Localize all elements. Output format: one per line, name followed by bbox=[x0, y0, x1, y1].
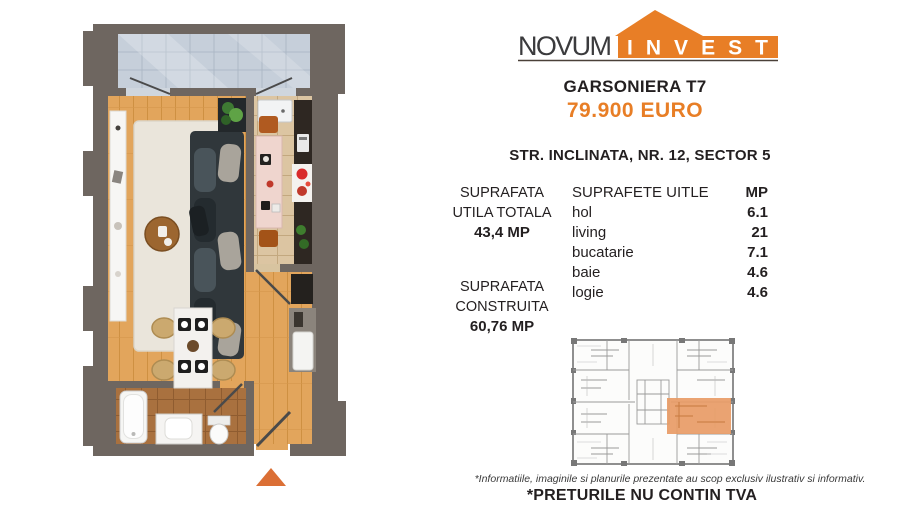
built-area-block bbox=[427, 277, 577, 337]
rooms-table-header bbox=[572, 183, 768, 203]
rooms-table-header-name: SUPRAFETE UITLE bbox=[572, 184, 709, 201]
usable-area-label-line2: UTILA TOTALA bbox=[452, 205, 552, 221]
tv-console bbox=[110, 111, 126, 321]
room-area: 4.6 bbox=[747, 284, 768, 301]
built-area-value: 60,76 MP bbox=[469, 318, 535, 335]
plant bbox=[218, 98, 246, 132]
washing-machine-niche bbox=[289, 308, 316, 372]
room-name: living bbox=[572, 224, 607, 241]
listing-title: GARSONIERA T7 bbox=[563, 77, 707, 96]
room-area: 6.1 bbox=[747, 204, 768, 221]
balcony-logie bbox=[118, 34, 310, 88]
building-floor-plan-thumbnail bbox=[567, 336, 739, 470]
roof-arrow-icon bbox=[615, 10, 703, 36]
room-name: hol bbox=[572, 204, 593, 221]
brand-name-left: NOVUM bbox=[518, 31, 614, 61]
fridge bbox=[291, 274, 313, 304]
disclaimer-note: *Informatiile, imaginile si planurile prezentate au scop exclusiv ilustrativ si informativ. bbox=[474, 473, 866, 485]
table-row bbox=[572, 243, 768, 263]
floor-plan-render bbox=[78, 16, 350, 494]
toilet bbox=[208, 416, 230, 444]
kitchen-counter bbox=[292, 100, 312, 264]
room-name: logie bbox=[572, 284, 604, 301]
rooms-table bbox=[572, 183, 768, 303]
bathroom-vanity bbox=[156, 414, 202, 444]
listing-price: 79.900 EURO bbox=[566, 99, 704, 122]
built-area-label-line1: SUPRAFATA bbox=[459, 279, 545, 295]
usable-area-block bbox=[427, 183, 577, 243]
rooms-table-header-unit: MP bbox=[745, 184, 768, 201]
vat-note: *PRETURILE NU CONTIN TVA bbox=[526, 487, 758, 504]
brand-name-right: INVEST bbox=[627, 36, 771, 60]
room-area: 7.1 bbox=[747, 244, 768, 261]
table-row bbox=[572, 223, 768, 243]
built-area-label-line2: CONSTRUITA bbox=[455, 299, 549, 315]
highlighted-unit bbox=[667, 398, 731, 434]
usable-area-label-line1: SUPRAFATA bbox=[459, 185, 545, 201]
room-area: 4.6 bbox=[747, 264, 768, 281]
logo-box bbox=[618, 36, 778, 58]
table-row bbox=[572, 283, 768, 303]
bathtub bbox=[120, 391, 147, 443]
table-row bbox=[572, 263, 768, 283]
listing-address: STR. INCLINATA, NR. 12, SECTOR 5 bbox=[509, 147, 771, 164]
entrance-marker-icon bbox=[256, 468, 286, 486]
room-name: bucatarie bbox=[572, 244, 634, 261]
room-area: 21 bbox=[751, 224, 768, 241]
brand-logo bbox=[505, 8, 790, 70]
kitchen-table-and-chairs bbox=[256, 116, 282, 247]
room-name: baie bbox=[572, 264, 601, 281]
coffee-table bbox=[145, 217, 179, 251]
usable-area-value: 43,4 MP bbox=[474, 224, 530, 241]
table-row bbox=[572, 203, 768, 223]
